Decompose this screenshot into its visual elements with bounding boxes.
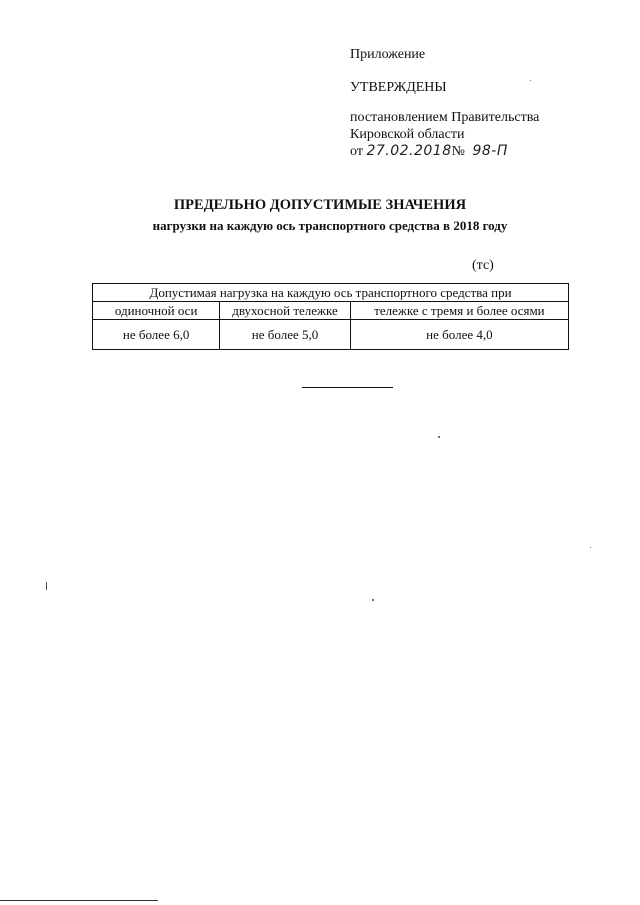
resolution-line-1: постановлением Правительства	[350, 110, 540, 125]
table-header-cell: Допустимая нагрузка на каждую ось транспортного средства при	[93, 284, 569, 302]
unit-label: (тс)	[472, 258, 494, 273]
footer-rule	[0, 900, 158, 901]
scan-speck	[530, 80, 531, 81]
separator-line	[302, 387, 393, 388]
approved-label: УТВЕРЖДЕНЫ	[350, 80, 447, 95]
document-subtitle: нагрузки на каждую ось транспортного средства в 2018 году	[152, 218, 508, 233]
scan-speck	[438, 436, 440, 438]
column-two-axle-bogie: двухосной тележке	[220, 302, 351, 320]
handwritten-date: 27.02.2018	[366, 143, 452, 159]
table-column-row	[93, 302, 569, 320]
value-two-axle-bogie: не более 5,0	[220, 320, 351, 350]
date-prefix: от	[350, 144, 363, 159]
scan-speck	[590, 547, 591, 548]
table-header-row	[93, 284, 569, 302]
resolution-date-line	[350, 143, 508, 160]
load-table	[92, 283, 569, 350]
value-multi-axle-bogie: не более 4,0	[350, 320, 568, 350]
table-value-row	[93, 320, 569, 350]
handwritten-number: 98-П	[472, 143, 508, 159]
number-sign: №	[451, 144, 465, 159]
column-single-axle: одиночной оси	[93, 302, 220, 320]
column-multi-axle-bogie: тележке с тремя и более осями	[350, 302, 568, 320]
document-title: ПРЕДЕЛЬНО ДОПУСТИМЫЕ ЗНАЧЕНИЯ	[173, 197, 467, 213]
resolution-line-2: Кировской области	[350, 127, 465, 142]
appendix-label: Приложение	[350, 47, 426, 62]
value-single-axle: не более 6,0	[93, 320, 220, 350]
scan-speck	[372, 599, 374, 601]
scan-speck	[46, 582, 47, 590]
